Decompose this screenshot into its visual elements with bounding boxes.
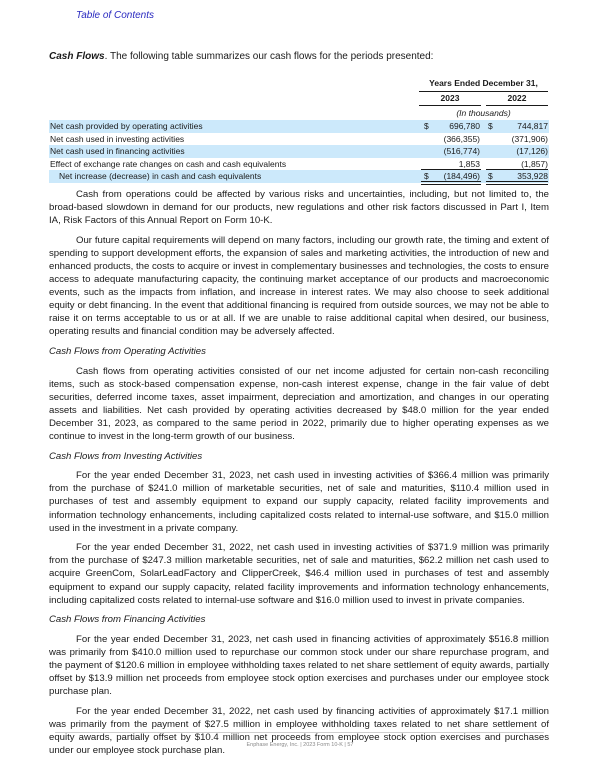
row-label: Net cash used in investing activities [50,133,185,144]
paragraph-risks: Cash from operations could be affected by various risks and uncertainties, including, but not limited to, the broad-based slowdown in demand for our products, new regulations and other risk factors discussed in Part I, Item IA, Risk Factors of this Annual Report on Form 10-K. [49,189,549,227]
table-row-total [49,170,549,183]
value-2022: (17,126) [516,146,548,157]
table-row [49,120,549,133]
table-row [49,133,549,146]
value-2023: 696,780 [449,121,480,131]
period-header: Years Ended December 31, [419,78,548,92]
row-label: Effect of exchange rate changes on cash and cash equivalents [50,158,287,169]
value-2022: 353,928 [517,171,548,182]
cash-flows-intro [49,50,433,63]
value-2022: 744,817 [517,121,548,131]
currency-symbol: $ [488,121,493,131]
table-of-contents-link[interactable]: Table of Contents [76,10,155,21]
value-2023: (184,496) [443,171,480,182]
heading-operating-activities: Cash Flows from Operating Activities [49,346,206,358]
paragraph-investing-2022: For the year ended December 31, 2022, net cash used in investing activities of $371.9 million was primarily from the purchase of $247.3 million marketable securities, net of sale and maturities, $62.2 million net cash used to acquire GreenCom, SolarLeadFactory and ClipperCreek, $46.4 million used in purchases of test and assembly equipment to expand our supply capacity, related facility improvements and information technology enhancements, including capitalized costs related to internal-use software and $16.0 million used to invest in private companies. [49,542,549,606]
row-label: Net cash used in financing activities [50,146,185,157]
paragraph-financing-2023: For the year ended December 31, 2023, net cash used in financing activities of approximately $516.8 million was primarily from $410.0 million used to repurchase our common stock under our share repurchase program, and the payment of $120.6 million in employee withholding taxes related to net share settlement of equity awards, partially offset by $13.9 million net proceeds from employee stock option exercises and purchases under our employee stock purchase plan. [49,633,549,698]
year-header-2023: 2023 [419,93,481,106]
units-label: (In thousands) [456,108,511,118]
row-label: Net increase (decrease) in cash and cash equivalents [59,171,262,182]
paragraph-capital-requirements: Our future capital requirements will depend on many factors, including our growth rate, the timing and extent of spending to support development efforts, the expansion of sales and marketing activities, the introduction of new and enhanced products, the costs to acquire or invest in complementary businesses and technologies, the costs to ensure access to adequate manufacturing capacity, the continuing market acceptance of our products and macroeconomic events, such as the impacts from inflation, and increase in interest rates. We may also choose to seek additional equity or debt financing. In the event that additional financing is required from outside sources, we may not be able to raise it on terms acceptable to us or at all. If we are unable to raise additional capital when desired, our business, operating results and financial condition may be adversely affected. [49,234,549,338]
paragraph-financing-2022: For the year ended December 31, 2022, net cash used by financing activities of approximately $17.1 million was primarily from the payment of $27.5 million in employee withholding taxes related to net share settlement of equity awards, partially offset by $10.4 million net proceeds from employee stock option exercises and purchases under our employee stock purchase plan. [49,705,549,757]
value-2023: 1,853 [458,158,480,169]
paragraph-investing-2023: For the year ended December 31, 2023, net cash used in investing activities of $366.4 million was primarily from the purchase of $241.0 million of marketable securities, net of sale and maturities, $110.4 million used in purchases of test and assembly equipment to expand our supply capacity, related facility improvements and information technology enhancements, including capitalized costs related to internal-use software, and $15.0 million used in the investment in a private company. [49,470,549,534]
body-text [49,188,549,764]
table-row [49,145,549,158]
table-body [49,120,549,183]
currency-symbol: $ [424,171,429,182]
value-2023: (366,355) [443,133,480,144]
double-underline [486,181,548,185]
value-2023: (516,774) [443,146,480,157]
currency-symbol: $ [488,171,493,182]
double-underline [421,181,481,185]
value-2022: (371,906) [511,133,548,144]
row-label: Net cash provided by operating activities [50,121,203,131]
heading-financing-activities: Cash Flows from Financing Activities [49,614,206,626]
page-footer: Enphase Energy, Inc. | 2023 Form 10-K | 57 [246,742,354,748]
paragraph-operating: Cash flows from operating activities consisted of our net income adjusted for certain non-cash reconciling items, such as stock-based compensation expense, non-cash interest expense, change in the fair value of debt securities, deferred income taxes, asset impairment, depreciation and amortization, and changes in our operating assets and liabilities. Net cash provided by operating activities decreased by $48.0 million for the year ended December 31, 2023, as compared to the same period in 2022, primarily due to higher operating expenses as we continue to invest in the long-term growth of our business. [49,365,549,443]
currency-symbol: $ [424,121,429,131]
footer-divider [55,732,544,733]
value-2022: (1,857) [521,158,548,169]
year-header-2022: 2022 [486,93,548,106]
cash-flows-heading: Cash Flows [49,51,105,62]
cash-flows-intro-text: . The following table summarizes our cash flows for the periods presented: [104,51,434,62]
heading-investing-activities: Cash Flows from Investing Activities [49,450,203,462]
